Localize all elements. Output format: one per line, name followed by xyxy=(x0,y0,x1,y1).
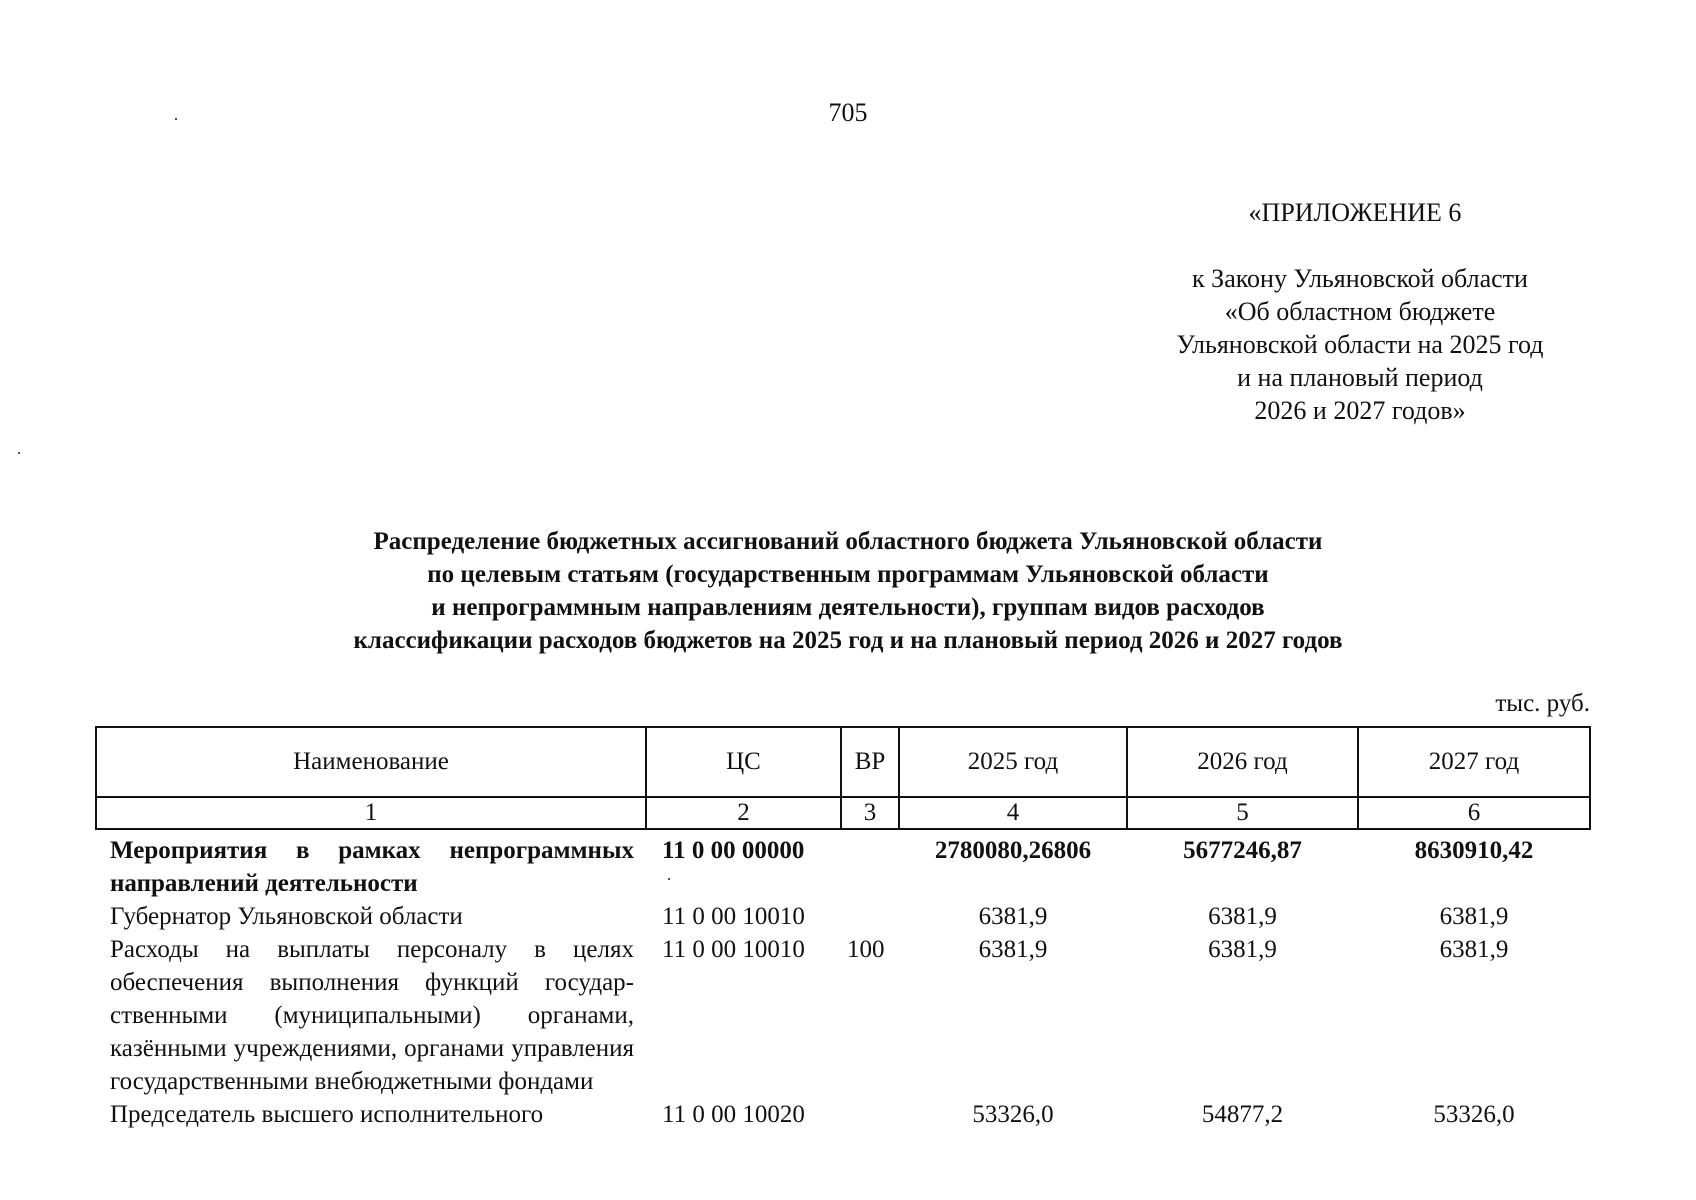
document-title-line: Распределение бюджетных ассигнований областного бюджета Ульяновской области xyxy=(373,528,1323,555)
row-name: Расходы на выплаты персоналу в целях обеспечения выполнения функций государственными (муниципальными) органами, казёнными учреждениями, органами управления государственными внебюджетными фондами xyxy=(110,936,634,1095)
column-number: 5 xyxy=(1127,797,1358,829)
row-vr-code: 100 xyxy=(847,936,885,963)
column-number: 2 xyxy=(646,797,841,829)
row-name: Мероприятия в рамках непрограммных направлений деятельности xyxy=(110,837,634,897)
table-row xyxy=(96,933,1590,1098)
column-number: 3 xyxy=(841,797,899,829)
law-reference-line: «Об областном бюджете xyxy=(1224,297,1496,326)
row-value-2025: 6381,9 xyxy=(978,903,1048,930)
law-reference xyxy=(1150,262,1570,427)
law-reference-line: и на плановый период xyxy=(1237,363,1483,392)
units-label: тыс. руб. xyxy=(1495,690,1590,717)
row-value-2027: 53326,0 xyxy=(1433,1101,1515,1128)
table-row xyxy=(96,829,1590,900)
column-number: 4 xyxy=(899,797,1127,829)
row-value-2027: 6381,9 xyxy=(1439,903,1509,930)
column-number: 6 xyxy=(1358,797,1590,829)
column-header-2025: 2025 год xyxy=(899,727,1127,797)
row-cs-code: 11 0 00 10010 xyxy=(662,936,805,963)
row-name: Губернатор Ульяновской области xyxy=(110,903,463,930)
law-reference-line: Ульяновской области на 2025 год xyxy=(1176,330,1544,359)
row-value-2026: 6381,9 xyxy=(1208,936,1277,963)
row-cs-code: 11 0 00 00000 xyxy=(662,837,805,864)
law-reference-line: 2026 и 2027 годов» xyxy=(1254,396,1466,425)
row-vr-code xyxy=(841,1098,899,1131)
column-header-2026: 2026 год xyxy=(1127,727,1358,797)
column-number-row xyxy=(96,797,1590,829)
row-value-2026: 54877,2 xyxy=(1201,1101,1284,1128)
row-value-2025: 6381,9 xyxy=(978,936,1048,963)
document-title-line: классификации расходов бюджетов на 2025 год и на плановый период 2026 и 2027 годов xyxy=(353,627,1343,654)
scan-speck xyxy=(175,118,177,120)
page-number: 705 xyxy=(828,98,868,127)
column-header-2027: 2027 год xyxy=(1358,727,1590,797)
column-header-name: Наименование xyxy=(96,727,646,797)
document-title-line: и непрограммным направлениям деятельности), группам видов расходов xyxy=(431,594,1265,621)
row-vr-code xyxy=(841,829,899,900)
column-header-cs: ЦС xyxy=(646,727,841,797)
row-value-2027: 8630910,42 xyxy=(1414,837,1534,864)
row-name: Председатель высшего исполнительного xyxy=(110,1101,544,1128)
budget-table xyxy=(95,726,1591,1131)
row-value-2025: 53326,0 xyxy=(972,1101,1054,1128)
row-cs-code: 11 0 00 10020 xyxy=(662,1101,805,1128)
column-header-vr: ВР xyxy=(841,727,899,797)
row-value-2026: 5677246,87 xyxy=(1183,837,1302,864)
law-reference-line: к Закону Ульяновской области xyxy=(1192,264,1528,293)
table-row xyxy=(96,1098,1590,1131)
document-title-line: по целевым статьям (государственным программам Ульяновской области xyxy=(427,561,1269,588)
row-value-2026: 6381,9 xyxy=(1208,903,1277,930)
row-vr-code xyxy=(841,900,899,933)
row-cs-code: 11 0 00 10010 xyxy=(662,903,805,930)
column-number: 1 xyxy=(96,797,646,829)
scan-speck xyxy=(18,452,20,454)
table-header-row xyxy=(96,727,1590,797)
table-row xyxy=(96,900,1590,933)
annex-title: «ПРИЛОЖЕНИЕ 6 xyxy=(1248,198,1462,227)
row-value-2025: 2780080,26806 xyxy=(934,837,1092,864)
document-title xyxy=(200,525,1496,657)
row-value-2027: 6381,9 xyxy=(1439,936,1509,963)
